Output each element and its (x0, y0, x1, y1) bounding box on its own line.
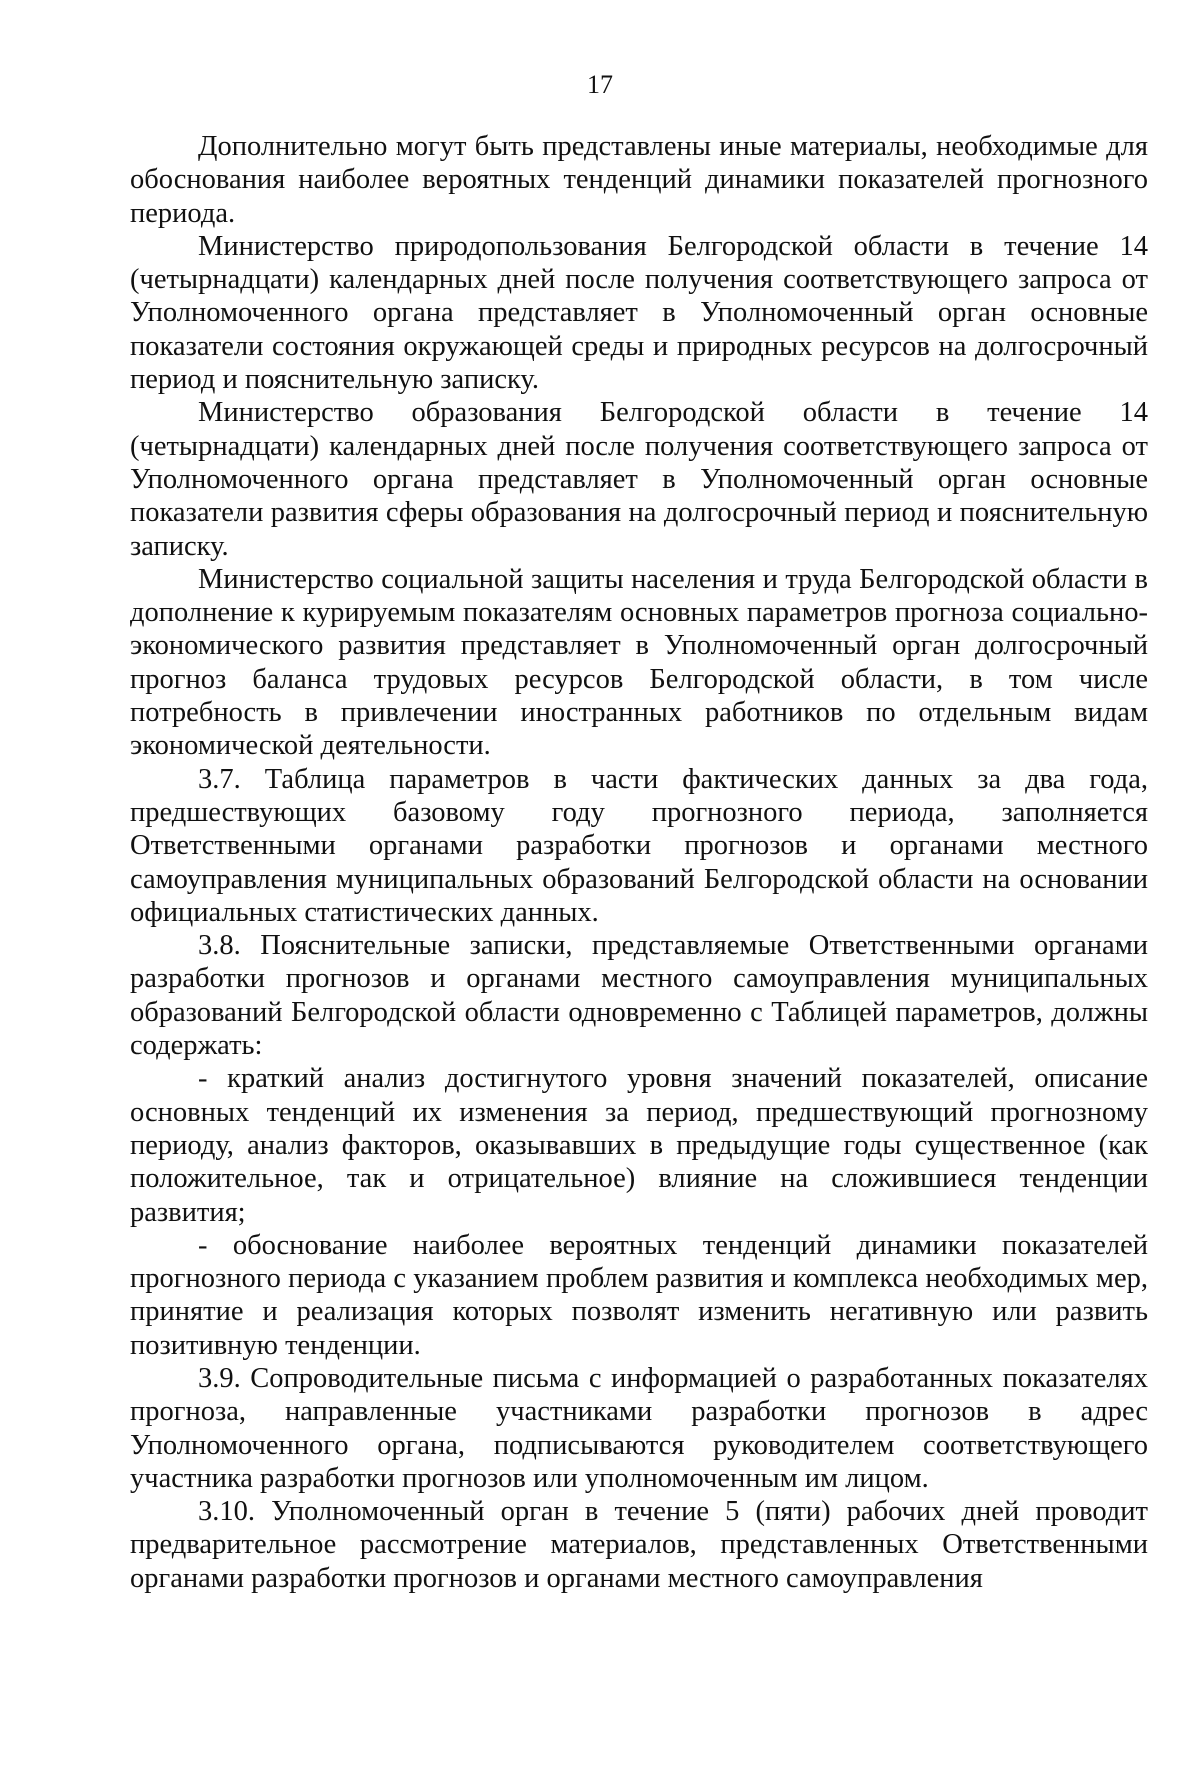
paragraph-3-8: 3.8. Пояснительные записки, представляемые Ответственными органами разработки прогнозов и органами местного самоуправления муниципальных образований Белгородской области одновременно с Таблицей параметров, должны содержать: (130, 930, 1148, 1062)
paragraph-ministry-social: Министерство социальной защиты населения и труда Белгородской области в дополнение к курируемым показателям основных параметров прогноза социально-экономического развития представляет в Уполномоченный орган долгосрочный прогноз баланса трудовых ресурсов Белгородской области, в том числе потребность в привлечении иностранных работников по отдельным видам экономической деятельности. (130, 563, 1148, 762)
list-item-brief-analysis: - краткий анализ достигнутого уровня значений показателей, описание основных тенденций их изменения за период, предшествующий прогнозному периоду, анализ факторов, оказывавших в предыдущие годы существенное (как положительное, так и отрицательное) влияние на сложившиеся тенденции развития; (130, 1063, 1148, 1228)
paragraph-additional-materials: Дополнительно могут быть представлены иные материалы, необходимые для обоснования наиболее вероятных тенденций динамики показателей прогнозного периода. (130, 131, 1148, 229)
page-number: 17 (587, 70, 613, 99)
document-body (130, 130, 1148, 1595)
paragraph-ministry-education: Министерство образования Белгородской области в течение 14 (четырнадцати) календарных дней после получения соответствующего запроса от Уполномоченного органа представляет в Уполномоченный орган основные показатели развития сферы образования на долгосрочный период и пояснительную записку. (130, 397, 1148, 562)
paragraph-ministry-nature: Министерство природопользования Белгородской области в течение 14 (четырнадцати) календарных дней после получения соответствующего запроса от Уполномоченного органа представляет в Уполномоченный орган основные показатели состояния окружающей среды и природных ресурсов на долгосрочный период и пояснительную записку. (130, 230, 1148, 396)
paragraph-3-10: 3.10. Уполномоченный орган в течение 5 (пяти) рабочих дней проводит предварительное рассмотрение материалов, представленных Ответственными органами разработки прогнозов и органами местного самоуправления (130, 1496, 1148, 1594)
list-item-justification: - обоснование наиболее вероятных тенденций динамики показателей прогнозного периода с указанием проблем развития и комплекса необходимых мер, принятие и реализация которых позволят изменить негативную или развить позитивную тенденции. (130, 1229, 1148, 1361)
paragraph-3-7: 3.7. Таблица параметров в части фактических данных за два года, предшествующих базовому году прогнозного периода, заполняется Ответственными органами разработки прогнозов и органами местного самоуправления муниципальных образований Белгородской области на основании официальных статистических данных. (130, 763, 1148, 928)
paragraph-3-9: 3.9. Сопроводительные письма с информацией о разработанных показателях прогноза, направленные участниками разработки прогнозов в адрес Уполномоченного органа, подписываются руководителем соответствующего участника разработки прогнозов или уполномоченным им лицом. (130, 1362, 1148, 1494)
